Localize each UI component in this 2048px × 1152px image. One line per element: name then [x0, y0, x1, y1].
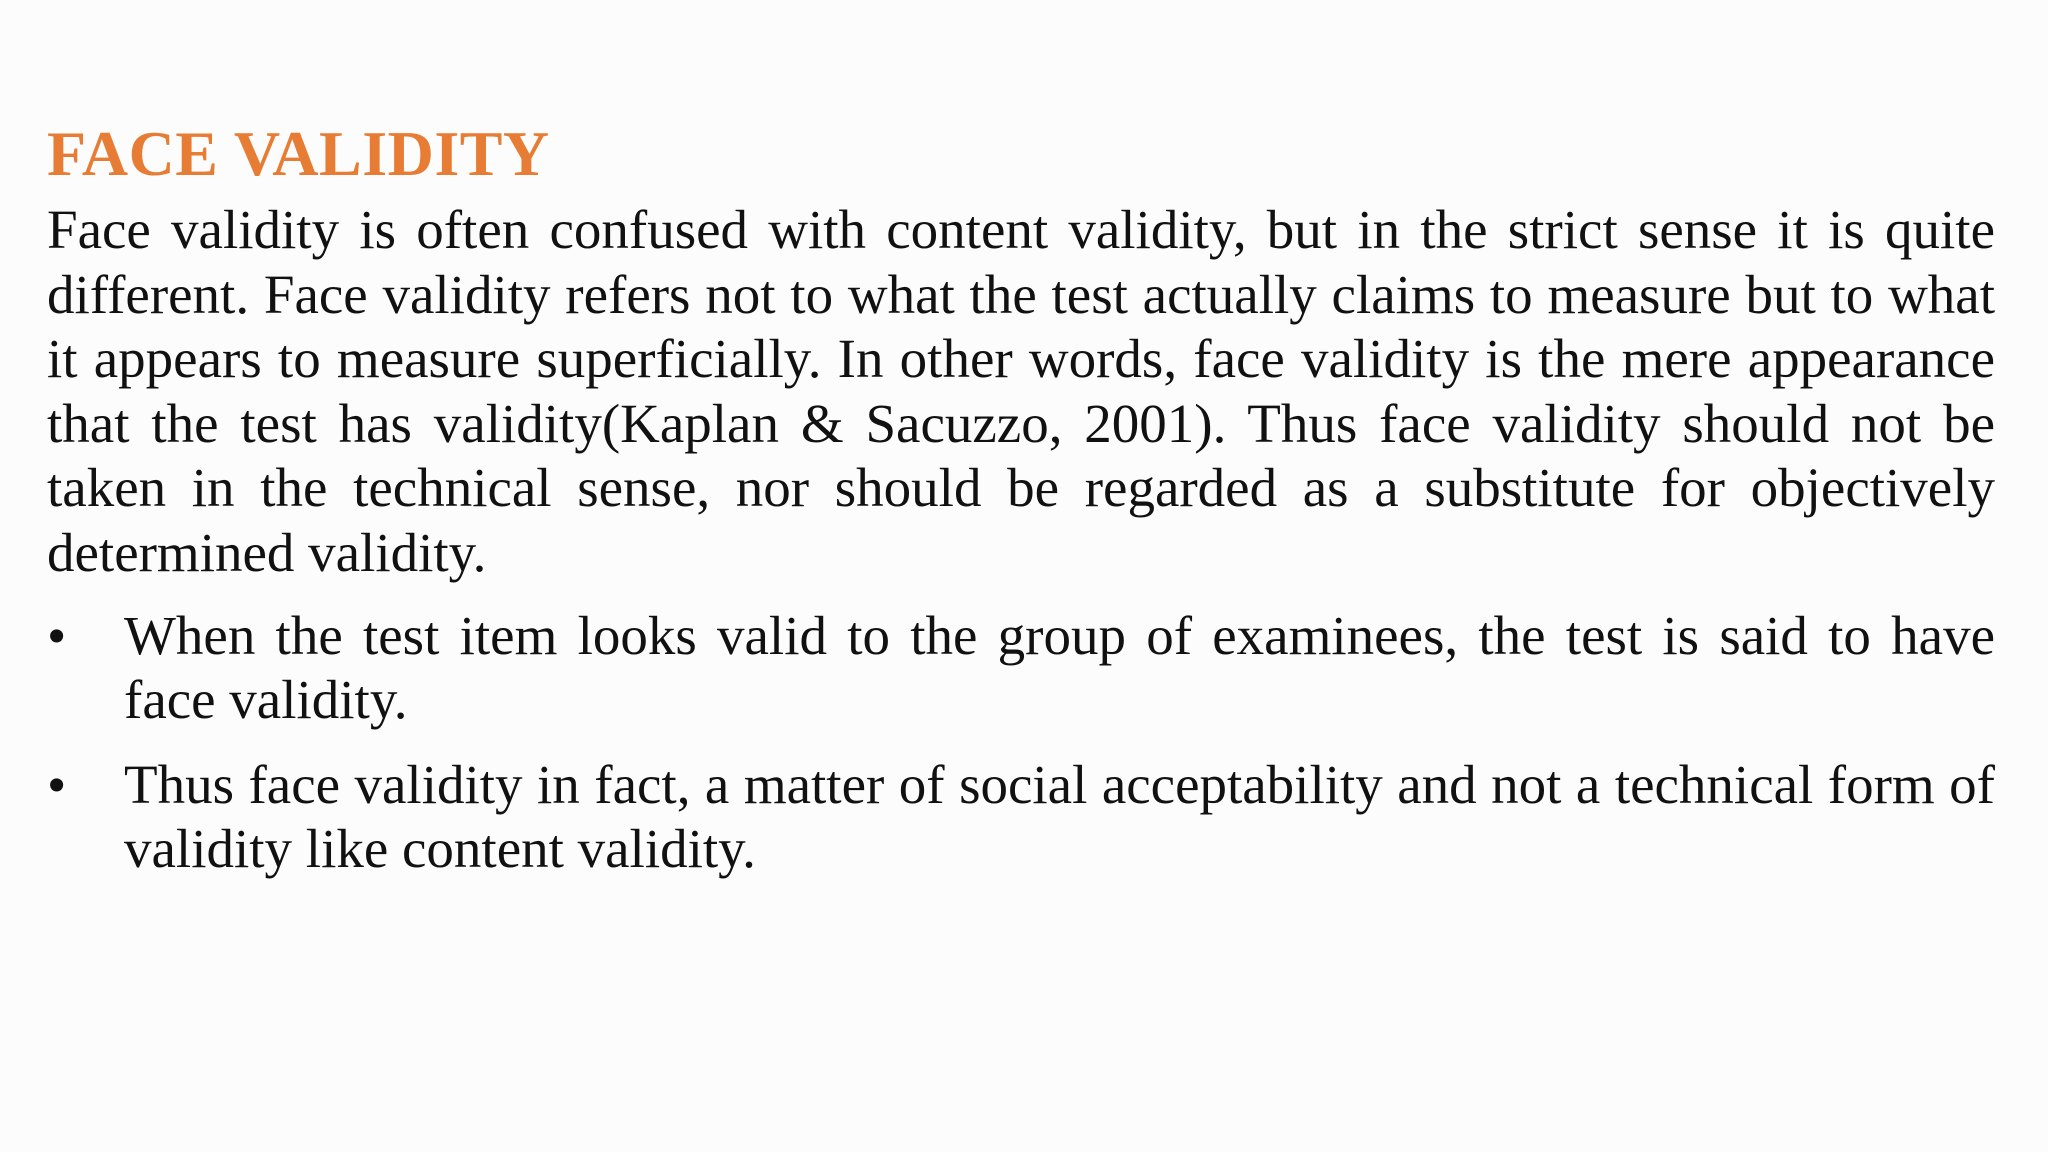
intro-paragraph: Face validity is often confused with content validity, but in the strict sense it is quite different. Face validity refers not to what the test actually claims to measure but to what it appears to measure superficially. In other words, face validity is the mere appearance that the test has validity(Kaplan & Sacuzzo, 2001). Thus face validity should not be taken in the technical sense, nor should be regarded as a substitute for objectively determined validity. [47, 199, 1995, 583]
list-item [47, 604, 1995, 733]
bullet-marker: • [47, 604, 67, 666]
bullet-text: Thus face validity in fact, a matter of social acceptability and not a technical form of validity like content validity. [124, 753, 1995, 880]
slide-title: FACE VALIDITY [47, 118, 550, 189]
bullet-marker: • [47, 753, 67, 815]
bullet-list [47, 604, 1995, 882]
list-item [47, 753, 1995, 882]
bullet-text: When the test item looks valid to the group of examinees, the test is said to have face validity. [124, 604, 1995, 731]
